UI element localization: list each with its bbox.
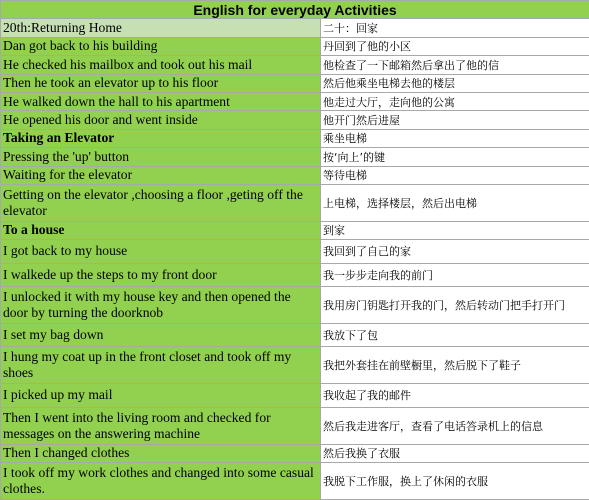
chinese-cell: 他检查了一下邮箱然后拿出了他的信 <box>321 56 589 74</box>
english-cell: Then I changed clothes <box>1 444 321 462</box>
table-row <box>1 263 589 287</box>
chinese-cell: 我回到了自己的家 <box>321 240 589 264</box>
section-heading: Taking an Elevator <box>1 129 321 147</box>
english-cell: I got back to my house <box>1 240 321 264</box>
table-row <box>1 129 589 147</box>
table-row <box>1 92 589 110</box>
english-cell: Waiting for the elevator <box>1 166 321 184</box>
chinese-cell: 到家 <box>321 221 589 239</box>
chinese-cell: 我放下了包 <box>321 323 589 347</box>
table-row <box>1 184 589 221</box>
chinese-cell: 我脱下工作服，换上了休闲的衣服 <box>321 462 589 499</box>
chinese-cell: 他开门然后进屋 <box>321 111 589 129</box>
table-row <box>1 384 589 408</box>
english-cell: Then I went into the living room and checked for messages on the answering machine <box>1 407 321 444</box>
english-cell: I took off my work clothes and changed into some casual clothes. <box>1 462 321 499</box>
english-cell: He walked down the hall to his apartment <box>1 92 321 110</box>
table-row <box>1 240 589 264</box>
english-cell: 20th:Returning Home <box>1 19 321 37</box>
table-row <box>1 444 589 462</box>
table-row <box>1 74 589 92</box>
chinese-cell: 他走过大厅，走向他的公寓 <box>321 92 589 110</box>
table-row <box>1 19 589 37</box>
english-cell: He checked his mailbox and took out his mail <box>1 56 321 74</box>
title-row <box>1 1 589 19</box>
chinese-cell: 等待电梯 <box>321 166 589 184</box>
chinese-cell: 我一步步走向我的前门 <box>321 263 589 287</box>
chinese-cell: 丹回到了他的小区 <box>321 37 589 55</box>
english-cell: I unlocked it with my house key and then opened the door by turning the doorknob <box>1 287 321 324</box>
english-cell: Dan got back to his building <box>1 37 321 55</box>
english-cell: I set my bag down <box>1 323 321 347</box>
chinese-cell: 乘坐电梯 <box>321 129 589 147</box>
chinese-cell: 我收起了我的邮件 <box>321 384 589 408</box>
section-heading: To a house <box>1 221 321 239</box>
chinese-cell: 然后我走进客厅，查看了电话答录机上的信息 <box>321 407 589 444</box>
table-row <box>1 221 589 239</box>
english-cell: Getting on the elevator ,choosing a floor ,geting off the elevator <box>1 184 321 221</box>
table-row <box>1 37 589 55</box>
table-row <box>1 462 589 499</box>
table-row <box>1 347 589 384</box>
table-row <box>1 287 589 324</box>
table-row <box>1 166 589 184</box>
table-body <box>1 1 589 500</box>
english-cell: He opened his door and went inside <box>1 111 321 129</box>
chinese-cell: 按‘向上’的键 <box>321 148 589 166</box>
english-cell: Pressing the 'up' button <box>1 148 321 166</box>
chinese-cell: 二十：回家 <box>321 19 589 37</box>
english-cell: I picked up my mail <box>1 384 321 408</box>
table-row <box>1 323 589 347</box>
table-row <box>1 111 589 129</box>
table-row <box>1 148 589 166</box>
chinese-cell: 我把外套挂在前壁橱里，然后脱下了鞋子 <box>321 347 589 384</box>
chinese-cell: 我用房门钥匙打开我的门，然后转动门把手打开门 <box>321 287 589 324</box>
english-cell: I walkede up the steps to my front door <box>1 263 321 287</box>
chinese-cell: 然后他乘坐电梯去他的楼层 <box>321 74 589 92</box>
table-row <box>1 56 589 74</box>
english-cell: Then he took an elevator up to his floor <box>1 74 321 92</box>
chinese-cell: 上电梯，选择楼层，然后出电梯 <box>321 184 589 221</box>
chinese-cell: 然后我换了衣服 <box>321 444 589 462</box>
table-row <box>1 407 589 444</box>
english-cell: I hung my coat up in the front closet and took off my shoes <box>1 347 321 384</box>
table-title: English for everyday Activities <box>1 1 589 19</box>
